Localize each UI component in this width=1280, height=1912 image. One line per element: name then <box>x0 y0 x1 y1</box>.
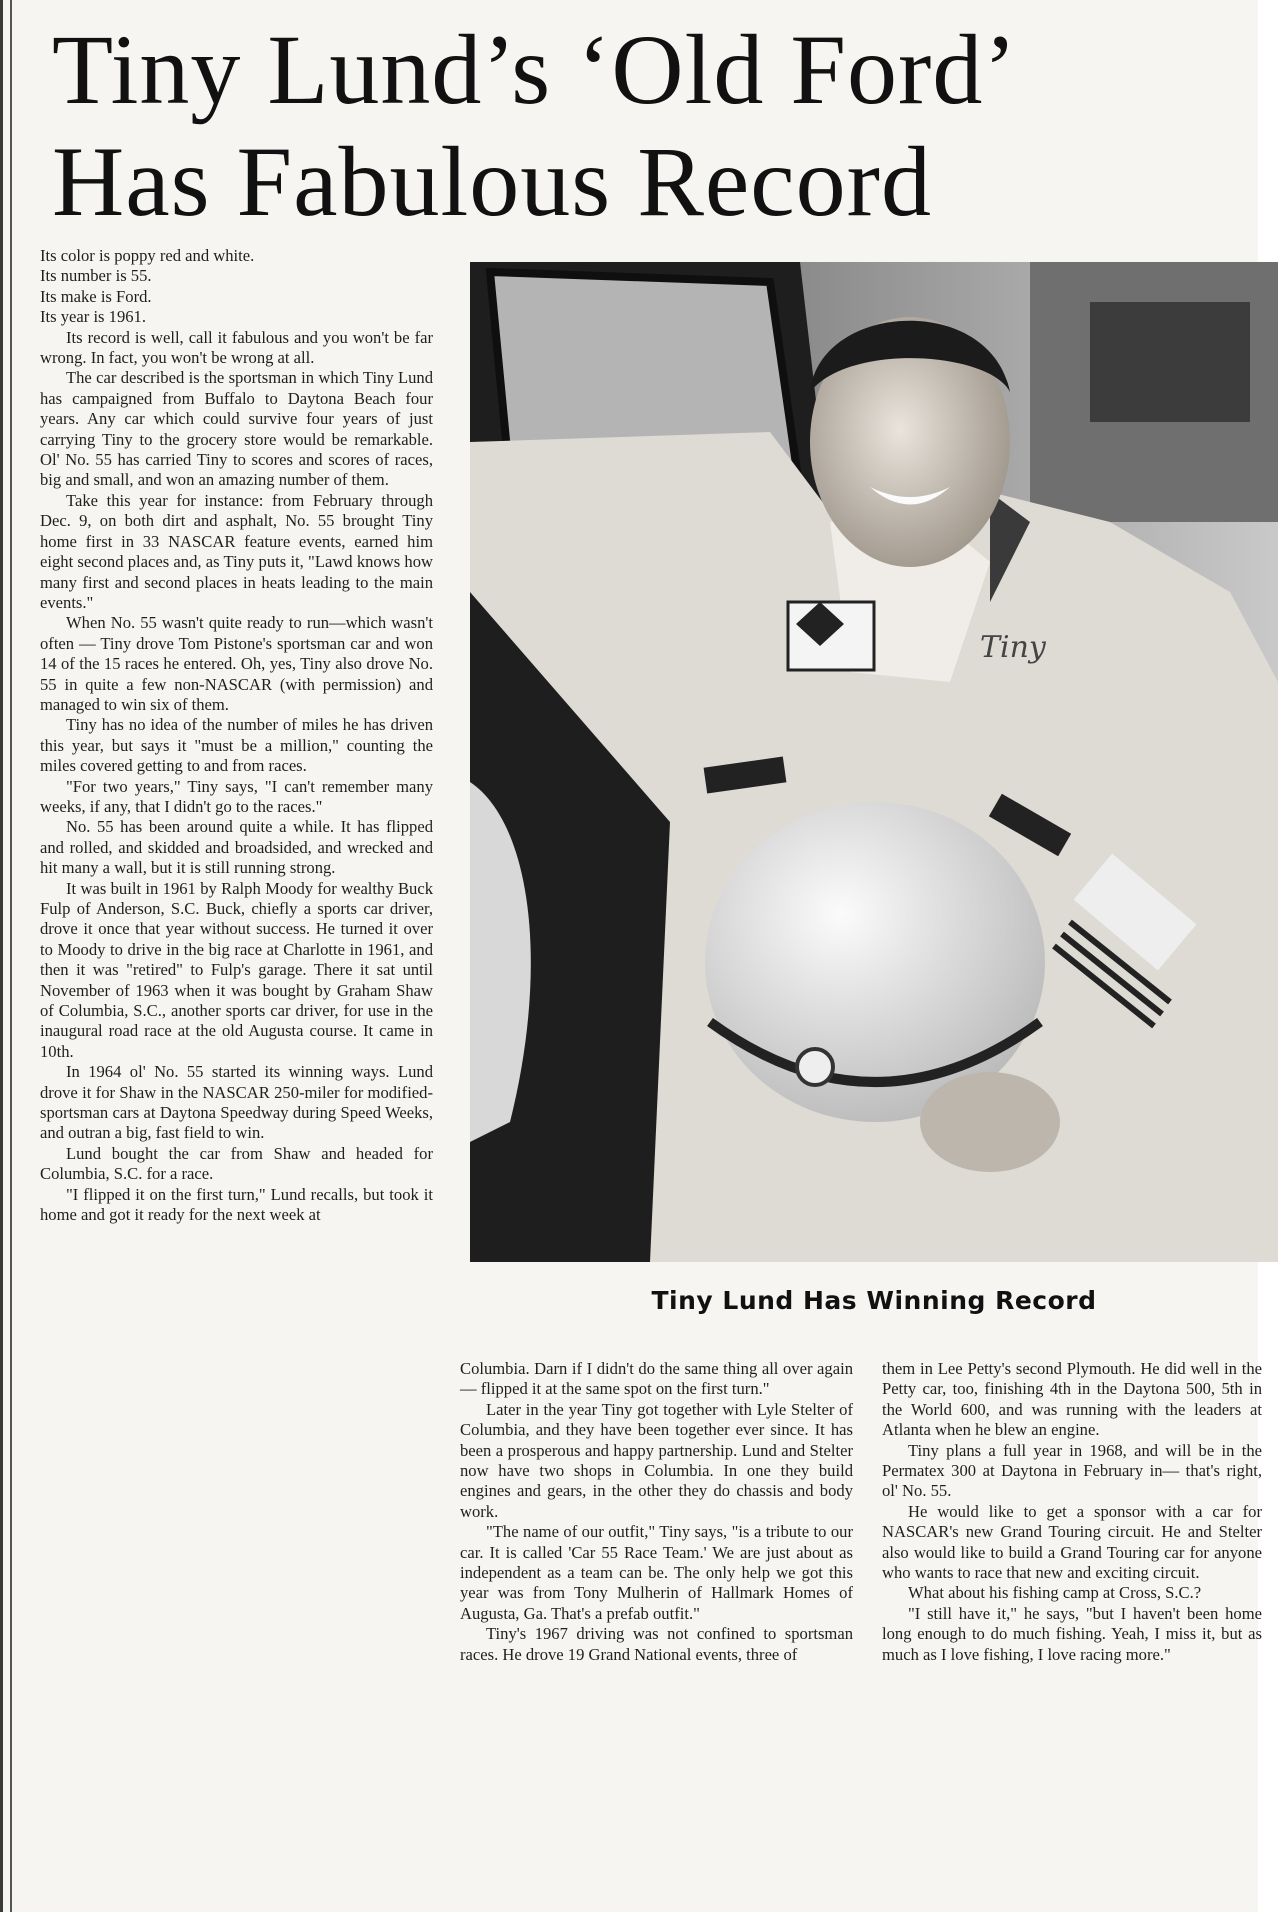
article-paragraph: What about his fishing camp at Cross, S.C.? <box>908 1583 1202 1603</box>
photo-caption: Tiny Lund Has Winning Record <box>651 1286 1097 1315</box>
article-paragraph: No. 55 has been around quite a while. It has flipped and rolled, and skidded and broadsided, and wrecked and hit many a wall, but it is still running strong. <box>40 817 433 878</box>
background-vehicle <box>1090 302 1250 422</box>
headline-line-2: Has Fabulous Record <box>52 126 932 237</box>
article-paragraph: It was built in 1961 by Ralph Moody for wealthy Buck Fulp of Anderson, S.C. Buck, chiefly a sports car driver, drove it once that year without success. He turned it over to Moody to drive in the big race at Charlotte in 1961, and then it was "retired" to Fulp's garage. There it sat until November of 1963 when it was bought by Graham Shaw of Columbia, S.C., another sports car driver, for use in the inaugural road race at the old Augusta course. It came in 10th. <box>40 878 433 1061</box>
article-headline <box>52 14 1232 238</box>
article-paragraph: Its record is well, call it fabulous and you won't be far wrong. In fact, you won't be wrong at all. <box>40 327 433 368</box>
article-paragraph: Its make is Ford. <box>40 286 152 306</box>
article-paragraph: Its number is 55. <box>40 266 152 286</box>
article-paragraph: He would like to get a sponsor with a car for NASCAR's new Grand Touring circuit. He and Stelter also would like to build a Grand Touring car for anyone who wants to race that new and exciting circuit. <box>882 1501 1262 1583</box>
article-paragraph: Its year is 1961. <box>40 307 146 327</box>
article-paragraph: "I flipped it on the first turn," Lund recalls, but took it home and got it ready for the next week at <box>40 1184 433 1225</box>
article-paragraph: "For two years," Tiny says, "I can't remember many weeks, if any, that I didn't go to the races." <box>40 776 433 816</box>
hand <box>920 1072 1060 1172</box>
article-column-middle <box>460 1359 853 1665</box>
headline-line-1: Tiny Lund’s ‘Old Ford’ <box>52 14 1018 125</box>
article-paragraph: Tiny plans a full year in 1968, and will be in the Permatex 300 at Daytona in February in— that's right, ol' No. 55. <box>882 1440 1262 1501</box>
article-paragraph: Its color is poppy red and white. <box>40 246 255 265</box>
article-paragraph: Take this year for instance: from February through Dec. 9, on both dirt and asphalt, No. 55 brought Tiny home first in 33 NASCAR feature events, earned him eight second places and, as Tiny puts it, "Lawd knows how many first and second places in heats leading to the main events." <box>40 490 433 612</box>
article-paragraph: Columbia. Darn if I didn't do the same thing all over again— flipped it at the same spot on the first turn." <box>460 1359 853 1399</box>
article-paragraph: Later in the year Tiny got together with Lyle Stelter of Columbia, and they have been together ever since. It has been a prosperous and happy partnership. Lund and Stelter now have two shops in Columbia. In one they build engines and gears, in the other they do chassis and body work. <box>460 1399 853 1521</box>
article-paragraph: When No. 55 wasn't quite ready to run—which wasn't often — Tiny drove Tom Pistone's sportsman car and won 14 of the 15 races he entered. Oh, yes, Tiny also drove No. 55 in quite a few non-NASCAR (with permission) and managed to win six of them. <box>40 613 433 714</box>
article-column-left <box>40 246 433 1226</box>
article-paragraph: Lund bought the car from Shaw and headed for Columbia, S.C. for a race. <box>40 1143 433 1184</box>
article-paragraph: "The name of our outfit," Tiny says, "is a tribute to our car. It is called 'Car 55 Race Team.' We are just about as independent as a team can be. The only help we got this year was from Tony Mulherin of Hallmark Homes of Augusta, Ga. That's a prefab outfit." <box>460 1522 853 1623</box>
photo-illustration <box>470 262 1278 1262</box>
article-paragraph: them in Lee Petty's second Plymouth. He did well in the Petty car, too, finishing 4th in the Daytona 500, 5th in the World 600, and was running with the leaders at Atlanta when he blew an engine. <box>882 1359 1262 1440</box>
article-paragraph: Tiny's 1967 driving was not confined to sportsman races. He drove 19 Grand National events, three of <box>460 1624 853 1664</box>
jacket-name-embroidery: Tiny <box>980 630 1046 665</box>
photo-tiny-lund <box>470 262 1278 1262</box>
helmet-badge <box>797 1049 833 1085</box>
article-paragraph: The car described is the sportsman in which Tiny Lund has campaigned from Buffalo to Daytona Beach four years. Any car which could survive four years of just carrying Tiny to the grocery store would be remarkable. Ol' No. 55 has carried Tiny to scores and scores of races, big and small, and won an amazing number of them. <box>40 368 433 490</box>
article-paragraph: In 1964 ol' No. 55 started its winning ways. Lund drove it for Shaw in the NASCAR 250-miler for modified-sportsman cars at Daytona Speedway during Speed Weeks, and outran a big, fast field to win. <box>40 1062 433 1143</box>
article-paragraph: Tiny has no idea of the number of miles he has driven this year, but says it "must be a million," counting the miles covered getting to and from races. <box>40 715 433 776</box>
article-column-right <box>882 1359 1262 1665</box>
page-edge-left <box>0 0 14 1912</box>
article-paragraph: "I still have it," he says, "but I haven't been home long enough to do much fishing. Yeah, I miss it, but as much as I love fishing, I love racing more." <box>882 1603 1262 1664</box>
